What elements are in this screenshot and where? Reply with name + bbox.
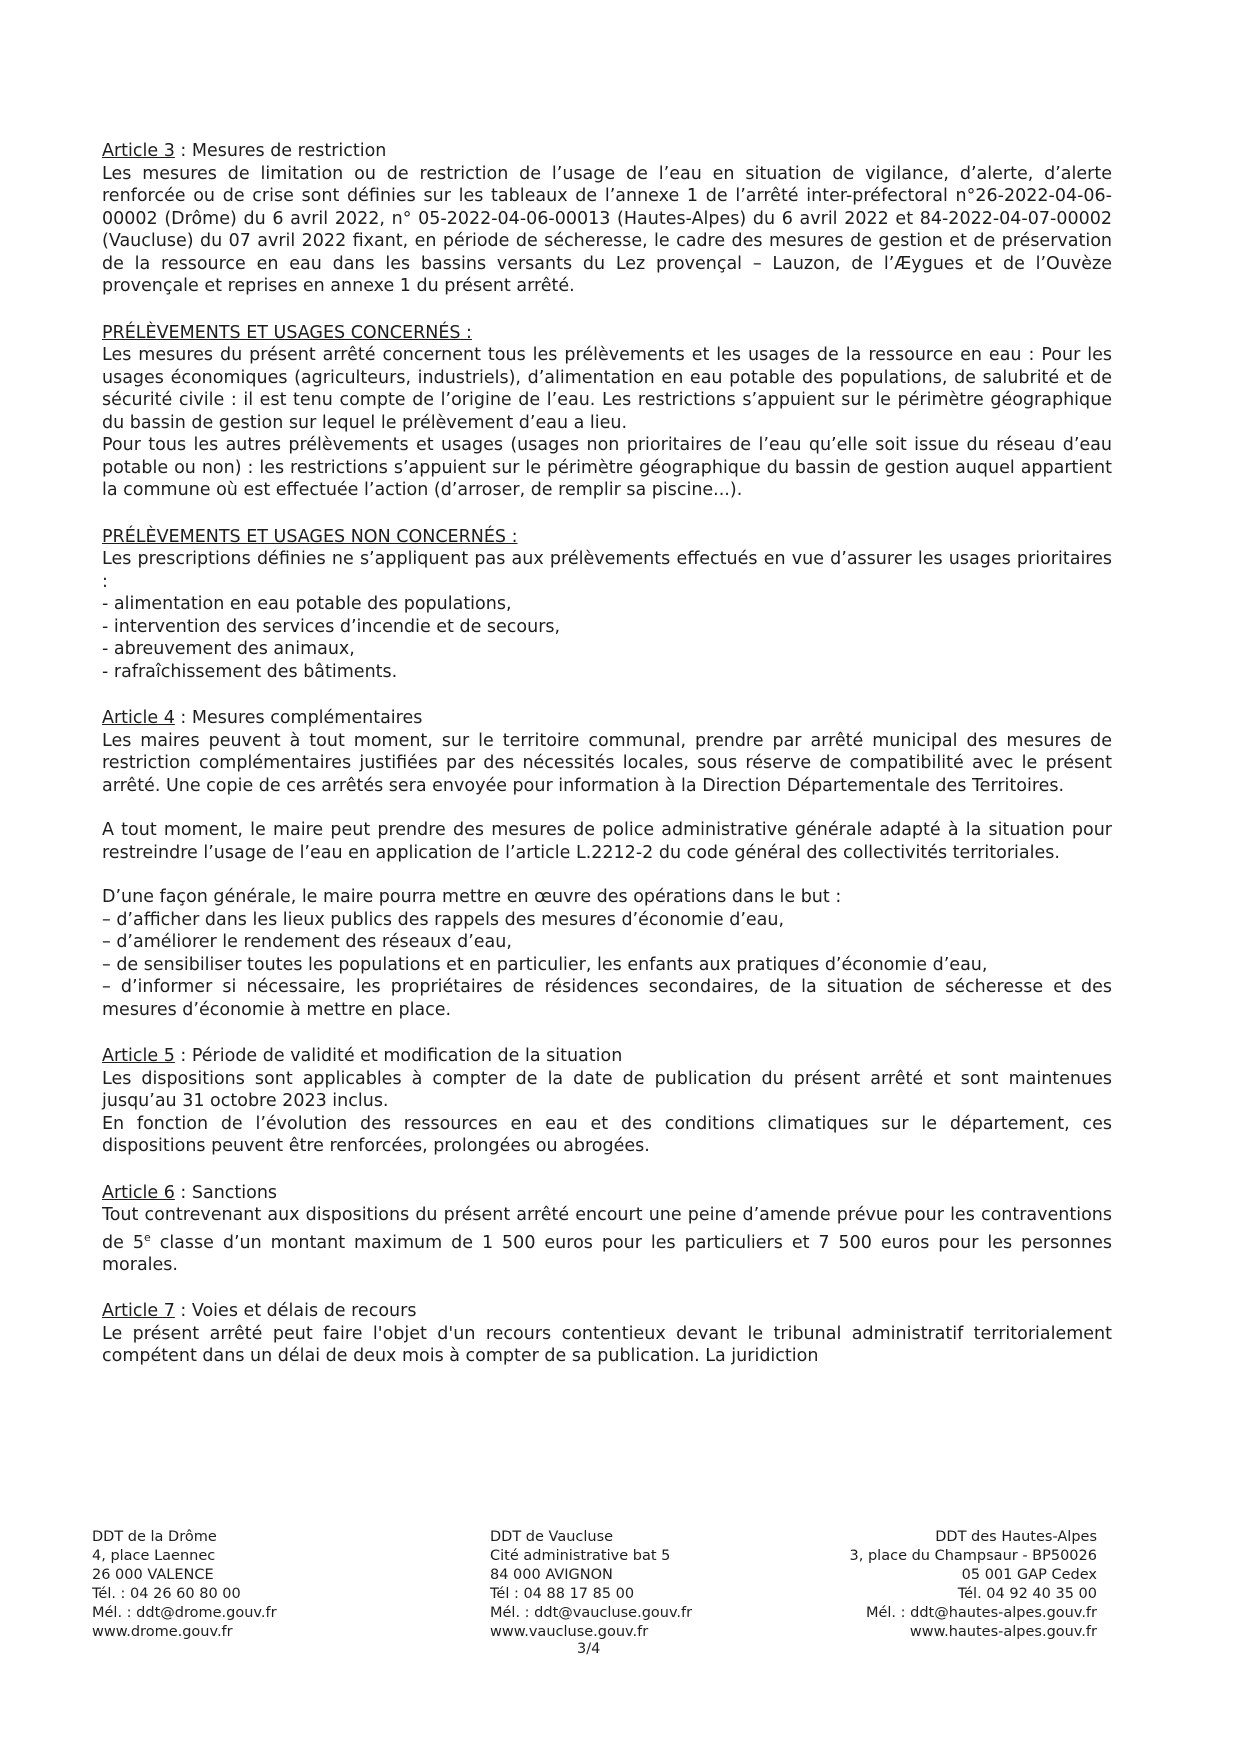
footer-line: 4, place Laennec (92, 1548, 216, 1564)
footer-line: DDT des Hautes-Alpes (935, 1529, 1097, 1545)
list-item: – de sensibiliser toutes les populations et en particulier, les enfants aux pratiques d’économie d’eau, (102, 954, 988, 975)
article-6-superscript: e (143, 1230, 151, 1244)
footer-line: 84 000 AVIGNON (490, 1567, 613, 1583)
article-4-label: Article 4 (102, 708, 175, 728)
article-5-paragraph-2: En fonction de l’évolution des ressources en eau et des conditions climatiques sur le département, ces dispositions peuvent être renforcées, prolongées ou abrogées. (102, 1113, 1112, 1156)
article-6-text-part-2: classe d’un montant maximum de 1 500 euros pour les particuliers et 7 500 euros pour les personnes morales. (102, 1232, 1112, 1275)
article-5-heading (102, 1045, 1112, 1068)
footer-line: www.hautes-alpes.gouv.fr (909, 1624, 1097, 1640)
footer-line: DDT de la Drôme (92, 1529, 217, 1545)
priority-usages-list (102, 593, 1112, 683)
article-6-label: Article 6 (102, 1182, 175, 1203)
usages-not-concerned (102, 526, 1112, 684)
usages-concerned-paragraph-2: Pour tous les autres prélèvements et usages (usages non prioritaires de l’eau qu’elle soit issue du réseau d’eau potable ou non) : les restrictions s’appuient sur le périmètre géographique du bassin de gestion auquel appartient la commune où est effectuée l’action (d’arroser, de remplir sa piscine...). (102, 435, 1112, 500)
usages-concerned (102, 322, 1112, 502)
article-5-paragraph-1: Les dispositions sont applicables à compter de la date de publication du présent arrêté et sont maintenues jusqu’au 31 octobre 2023 inclus. (102, 1068, 1112, 1111)
footer-line: DDT de Vaucluse (490, 1529, 614, 1545)
footer-line: Tél. 04 92 40 35 00 (957, 1586, 1097, 1602)
list-item: - rafraîchissement des bâtiments. (102, 661, 398, 682)
article-3 (102, 140, 1112, 298)
list-item: – d’afficher dans les lieux publics des rappels des mesures d’économie d’eau, (102, 909, 785, 930)
footer-line: 26 000 VALENCE (92, 1567, 214, 1583)
footer-line: Mél. : ddt@hautes-alpes.gouv.fr (865, 1605, 1097, 1621)
article-7-title: : Voies et délais de recours (174, 1301, 417, 1322)
article-3-heading (102, 140, 1112, 163)
usages-not-concerned-intro: Les prescriptions définies ne s’appliquent pas aux prélèvements effectués en vue d’assurer les usages prioritaires : (102, 549, 1112, 592)
footer-ddt-drome (92, 1528, 277, 1642)
footer-ddt-vaucluse (490, 1528, 692, 1642)
article-5 (102, 1045, 1112, 1158)
footer-ddt-hautes-alpes (840, 1528, 1097, 1642)
usages-concerned-paragraph-1: Les mesures du présent arrêté concernent tous les prélèvements et les usages de la ressource en eau : Pour les usages économiques (agriculteurs, industriels), d’alimentation en eau potable des populations, de salubrité et de sécurité civile : il est tenu compte de l’origine de l’eau. Les restrictions s’appuient sur le périmètre géographique du bassin de gestion sur lequel le prélèvement d’eau a lieu. (102, 345, 1112, 433)
footer-line: Tél. : 04 26 60 80 00 (92, 1586, 241, 1602)
article-6-text (102, 1204, 1112, 1276)
page-number: 3/4 (577, 1641, 601, 1657)
article-6-title: : Sanctions (174, 1182, 278, 1203)
article-3-title: : Mesures de restriction (174, 141, 387, 161)
article-3-label: Article 3 (102, 141, 175, 161)
article-6-text-part-1: Tout contrevenant aux dispositions du présent arrêté encourt une peine d’amende prévue pour les contraventions de 5 (102, 1205, 1112, 1253)
list-item: – d’informer si nécessaire, les propriétaires de résidences secondaires, de la situation de sécheresse et des mesures d’économie à mettre en place. (102, 977, 1112, 1020)
paragraph-spacer (102, 797, 1112, 819)
footer-line: www.drome.gouv.fr (92, 1624, 233, 1640)
footer-line: Tél : 04 88 17 85 00 (490, 1586, 635, 1602)
article-4 (102, 707, 1112, 1021)
article-5-title: : Période de validité et modification de la situation (174, 1046, 623, 1066)
article-3-text: Les mesures de limitation ou de restriction de l’usage de l’eau en situation de vigilance, d’alerte, d’alerte renforcée ou de crise sont définies sur les tableaux de l’annexe 1 de l’arrêté inter-préfectoral n°26-2022-04-06-00002 (Drôme) du 6 avril 2022, n° 05-2022-04-06-00013 (Hautes-Alpes) du 6 avril 2022 et 84-2022-04-07-00002 (Vaucluse) du 07 avril 2022 fixant, en période de sécheresse, le cadre des mesures de gestion et de préservation de la ressource en eau dans les bassins versants du Lez provençal – Lauzon, de l’Æygues et de l’Ouvèze provençale et reprises en annexe 1 du présent arrêté. (102, 163, 1112, 296)
usages-concerned-heading: PRÉLÈVEMENTS ET USAGES CONCERNÉS : (102, 322, 472, 343)
list-item: – d’améliorer le rendement des réseaux d’eau, (102, 932, 512, 952)
footer-line: www.vaucluse.gouv.fr (490, 1624, 649, 1640)
article-4-paragraph-3: D’une façon générale, le maire pourra mettre en œuvre des opérations dans le but : (102, 887, 842, 907)
document-body (102, 140, 1112, 1392)
paragraph-spacer (102, 864, 1112, 886)
mayor-operations-list (102, 909, 1112, 1022)
article-4-title: : Mesures complémentaires (174, 708, 423, 728)
article-7-label: Article 7 (102, 1301, 175, 1322)
article-7 (102, 1300, 1112, 1368)
article-7-heading (102, 1300, 1112, 1323)
article-4-heading (102, 707, 1112, 730)
article-4-paragraph-1: Les maires peuvent à tout moment, sur le territoire communal, prendre par arrêté municipal des mesures de restriction complémentaires justifiées par des nécessités locales, sous réserve de compatibilité avec le présent arrêté. Une copie de ces arrêtés sera envoyée pour information à la Direction Départementale des Territoires. (102, 730, 1112, 796)
footer-line: Mél. : ddt@vaucluse.gouv.fr (490, 1605, 693, 1621)
footer-line: Cité administrative bat 5 (490, 1548, 671, 1564)
article-5-label: Article 5 (102, 1046, 175, 1066)
footer-line: 05 001 GAP Cedex (961, 1567, 1097, 1583)
usages-not-concerned-heading: PRÉLÈVEMENTS ET USAGES NON CONCERNÉS : (102, 526, 518, 547)
list-item: - abreuvement des animaux, (102, 639, 355, 659)
article-7-text: Le présent arrêté peut faire l'objet d'un recours contentieux devant le tribunal administratif territorialement compétent dans un délai de deux mois à compter de sa publication. La juridiction (102, 1323, 1112, 1367)
list-item: - alimentation en eau potable des populations, (102, 594, 512, 614)
article-6-heading (102, 1182, 1112, 1205)
list-item: - intervention des services d’incendie et de secours, (102, 616, 561, 637)
article-4-paragraph-2: A tout moment, le maire peut prendre des mesures de police administrative générale adapté à la situation pour restreindre l’usage de l’eau en application de l’article L.2212-2 du code général des collectivités territoriales. (102, 820, 1112, 863)
article-6 (102, 1182, 1112, 1277)
footer-line: Mél. : ddt@drome.gouv.fr (92, 1605, 277, 1621)
footer-line: 3, place du Champsaur - BP50026 (849, 1548, 1097, 1564)
